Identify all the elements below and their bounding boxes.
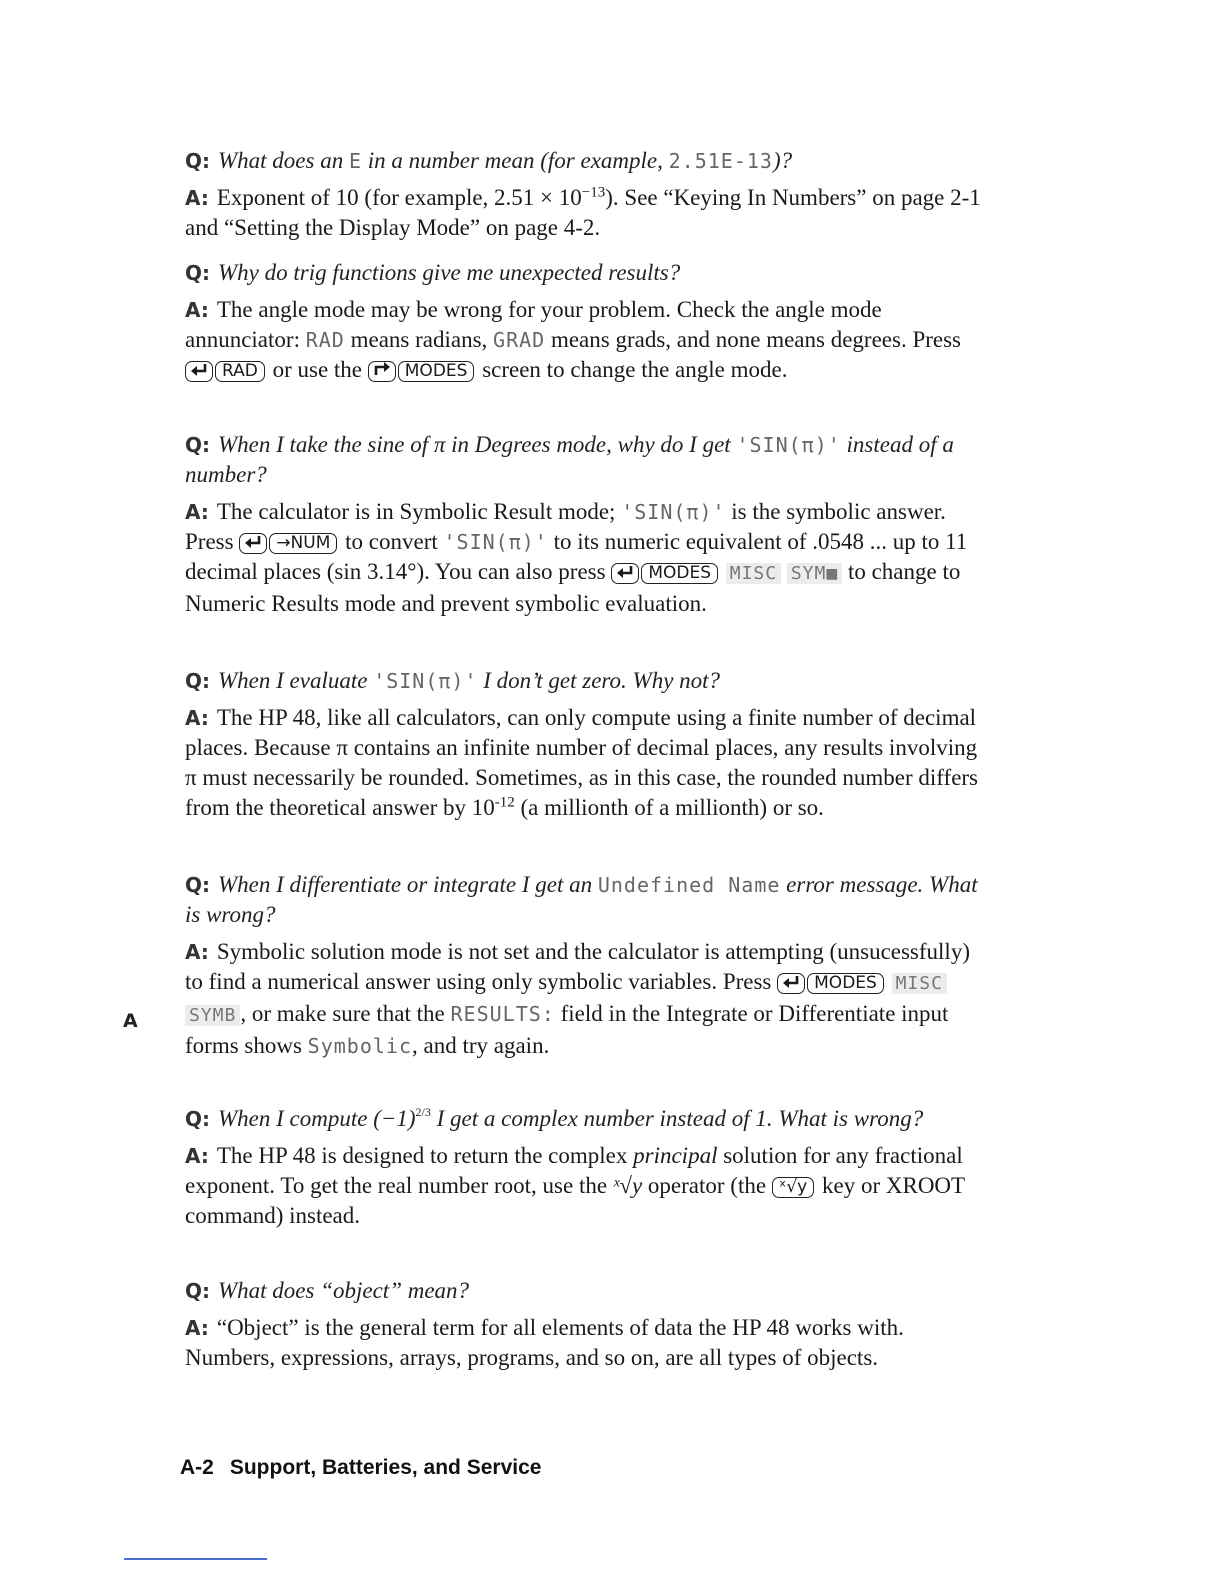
- question: Q: When I evaluate 'SIN(π)' I don’t get zero. Why not?: [185, 668, 721, 693]
- right-shift-key[interactable]: [368, 361, 396, 382]
- annunciator-rad: RAD: [305, 328, 345, 352]
- qa-trig: [185, 258, 985, 385]
- question: Q: Why do trig functions give me unexpected results?: [185, 260, 681, 285]
- left-shift-arrow-icon: [782, 974, 800, 988]
- qa-sine-pi: [185, 430, 985, 619]
- rad-key[interactable]: RAD: [215, 361, 265, 382]
- modes-key[interactable]: MODES: [398, 361, 475, 382]
- to-num-key[interactable]: →NUM: [269, 533, 337, 554]
- modes-key[interactable]: MODES: [807, 973, 884, 994]
- qa-evaluate: [185, 666, 985, 823]
- question: Q: What does “object” mean?: [185, 1278, 470, 1303]
- answer: A: The HP 48 is designed to return the complex principal solution for any fractional exponent. To get the real number root, use the ˣ√y operator (the ˣ√y key or XROOT command) instead.: [185, 1143, 965, 1228]
- left-shift-arrow-icon: [616, 564, 634, 578]
- left-shift-key[interactable]: [185, 361, 213, 382]
- question: Q: When I differentiate or integrate I get an Undefined Name error message. What is wrong?: [185, 872, 978, 927]
- answer: A: The calculator is in Symbolic Result mode; 'SIN(π)' is the symbolic answer. Press →NUM to convert 'SIN(π)' to its numeric equivalent of .0548 ... up to 11 decimal places (sin 3.14°). You can also press MODES MISC SYM■ to change to Numeric Results mode and prevent symbolic evaluation.: [185, 499, 968, 616]
- footer-rule: [124, 1558, 267, 1560]
- menu-key-symb[interactable]: SYMB: [185, 1005, 240, 1026]
- q-label: Q:: [185, 149, 210, 173]
- qa-object: [185, 1276, 985, 1373]
- answer: A: The HP 48, like all calculators, can only compute using a finite number of decimal places. Because π contains an infinite number of decimal places, any results involving π must necessarily be rounded. Sometimes, as in this case, the rounded number differs from the theoretical answer by $10^{-12}$ (a millionth of a millionth) or so.: [185, 705, 979, 820]
- chapter-title: Support, Batteries, and Service: [229, 1456, 542, 1479]
- question: Q: What does an E in a number mean (for example, 2.51E-13)?: [185, 148, 793, 173]
- question: Q: When I compute $(-1)^{2/3}$ I get a complex number instead of 1. What is wrong?: [185, 1105, 924, 1131]
- page-number: A-2: [180, 1456, 214, 1479]
- question: Q: When I take the sine of π in Degrees mode, why do I get 'SIN(π)' instead of a number?: [185, 432, 954, 487]
- right-shift-arrow-icon: [373, 362, 391, 376]
- left-shift-key[interactable]: [777, 973, 805, 994]
- answer: A: Symbolic solution mode is not set and the calculator is attempting (unsucessfully) to find a numerical answer using only symbolic variables. Press MODES MISC SYMB , or make sure that the RESULTS: field in the Integrate or Differentiate input forms shows Symbolic, and try again.: [185, 939, 970, 1058]
- left-shift-arrow-icon: [190, 362, 208, 376]
- xroot-key[interactable]: ˣ√y: [772, 1177, 814, 1198]
- qa-exponent: [185, 146, 985, 243]
- answer: A: The angle mode may be wrong for your problem. Check the angle mode annunciator: RAD means radians, GRAD means grads, and none means degrees. Press RAD or use the MODES screen to change the angle mode.: [185, 297, 961, 382]
- annunciator-grad: GRAD: [493, 328, 546, 352]
- modes-key[interactable]: MODES: [641, 563, 718, 584]
- page-footer: [180, 1456, 541, 1480]
- appendix-tab-marker: A: [123, 1010, 138, 1032]
- menu-key-sym[interactable]: SYM■: [787, 563, 842, 584]
- menu-key-misc[interactable]: MISC: [892, 973, 947, 994]
- menu-key-misc[interactable]: MISC: [726, 563, 781, 584]
- qa-undefined-name: [185, 870, 985, 1061]
- a-label: A:: [185, 186, 209, 210]
- answer: A: “Object” is the general term for all elements of data the HP 48 works with. Numbers, expressions, arrays, programs, and so on, are all types of objects.: [185, 1315, 904, 1370]
- qa-complex-root: [185, 1104, 985, 1231]
- answer: A: Exponent of 10 (for example, $2.51 \times 10^{-13}$). See “Keying In Numbers” on page 2-1 and “Setting the Display Mode” on page 4-2.: [185, 184, 981, 240]
- left-shift-arrow-icon: [244, 534, 262, 548]
- left-shift-key[interactable]: [239, 533, 267, 554]
- left-shift-key[interactable]: [611, 563, 639, 584]
